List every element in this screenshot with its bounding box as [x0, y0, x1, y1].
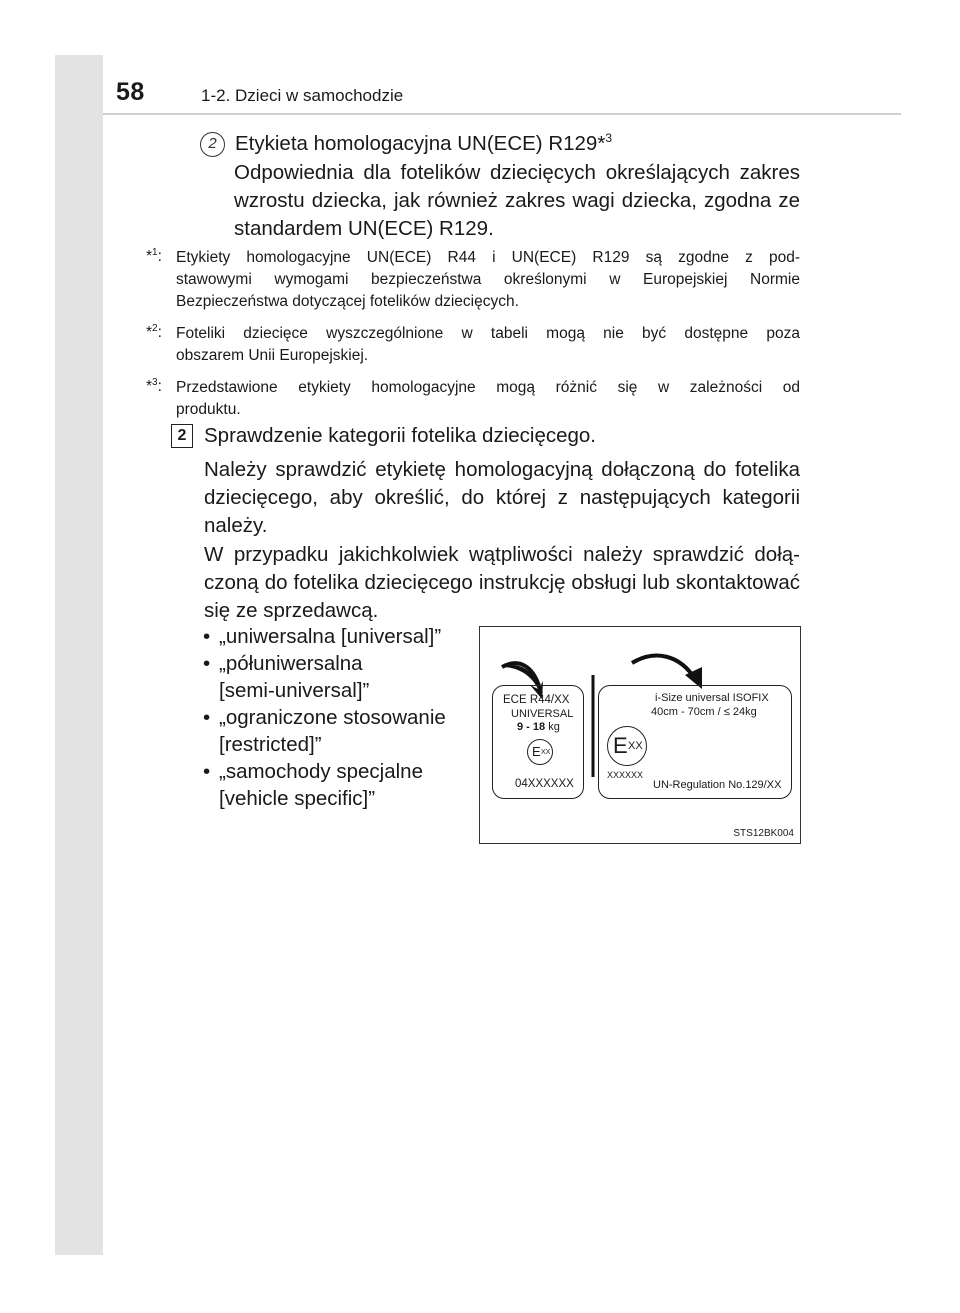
footnote-3: *$^3$: Przedstawione etykiety homologacyjne mogą różnić się w zależności od produktu. [146, 377, 800, 418]
step-paragraph-1: Należy sprawdzić etykietę homologacyjną dołączoną do fotelika dziecięcego, aby określić, do której z następujących kategorii należy. [204, 458, 800, 537]
chapter-title: 1-2. Dzieci w samochodzie [201, 86, 404, 105]
footnote-2: *$^2$: Foteliki dziecięce wyszczególnione w tabeli mogą nie być dostępne poza obszarem Unii Europejskiej. [146, 323, 800, 364]
arrow-right-stroke-icon [632, 656, 695, 679]
item-title-r129: Etykieta homologacyjna UN(ECE) R129*$^3$ [235, 131, 612, 155]
figure-code: STS12BK004 [733, 828, 794, 839]
r129-approval-label: i-Size universal ISOFIX 40cm - 70cm / ≤ 24kg E XX XXXXXX UN-Regulation No.129/XX [598, 685, 792, 799]
list-item: • „ograniczone stosowanie [restricted]” [203, 706, 446, 756]
item-description-r129: Odpowiednia dla fotelików dziecięcych określających zakres wzrostu dziecka, jak również zakres wagi dziecka, zgodna ze standardem UN(ECE) R129. [234, 161, 800, 240]
page-number: 58 [116, 78, 145, 106]
step-title: Sprawdzenie kategorii fotelika dziecięcego. [204, 424, 597, 447]
step-paragraph-2: W przypadku jakichkolwiek wątpliwości należy sprawdzić dołą- czoną do fotelika dziecięcego instrukcję obsługi lub skontaktować się ze sprzedawcą. [204, 543, 800, 622]
e-mark-icon: E XX [527, 739, 553, 765]
list-item: • „samochody specjalne [vehicle specific]” [203, 760, 423, 810]
list-item: • „półuniwersalna [semi-universal]” [203, 652, 370, 702]
r44-approval-label: ECE R44/XX UNIVERSAL 9 - 18 kg E XX 04XXXXXX [492, 685, 584, 799]
circled-number-marker: 2 [200, 132, 225, 157]
category-list [203, 623, 468, 812]
footnote-1: *$^1$: Etykiety homologacyjne UN(ECE) R44 i UN(ECE) R129 są zgodne z pod- stawowymi wymogami bezpieczeństwa określonymi w Europejskiej Normie Bezpieczeństwa dotyczącej fotelików dziecięcych. [146, 247, 800, 310]
step-number-box: 2 [171, 424, 193, 448]
header-divider [103, 113, 901, 115]
list-item: • „uniwersalna [universal]” [203, 625, 442, 648]
approval-labels-figure [479, 626, 801, 844]
footnotes [146, 247, 800, 431]
e-mark-icon: E XX [607, 726, 647, 766]
page-sidebar-band [55, 55, 103, 1255]
